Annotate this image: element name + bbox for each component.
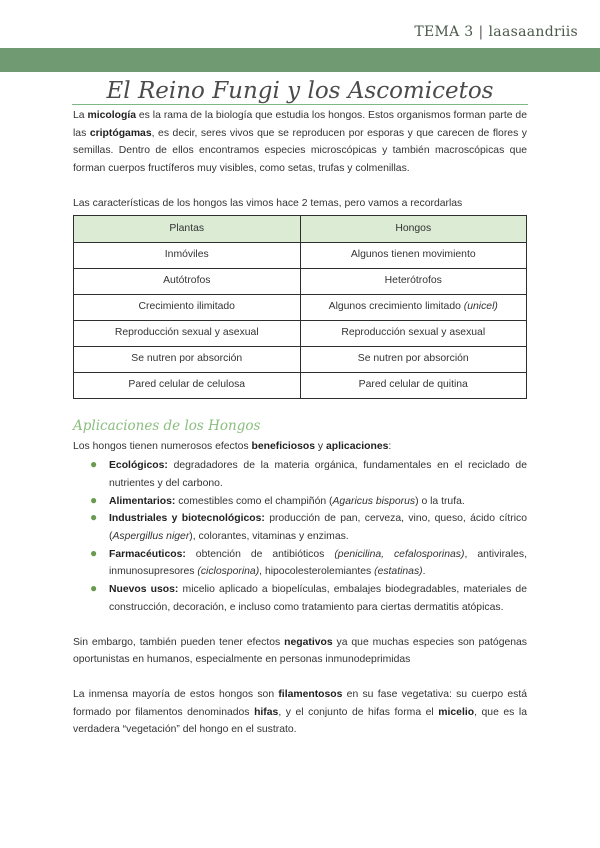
table-cell: Algunos tienen movimiento xyxy=(300,242,527,268)
text: degradadores de la materia orgánica, fundamentales en el reciclado de nutrientes y del carbono. xyxy=(109,460,527,489)
text: : xyxy=(388,440,392,452)
table-row xyxy=(74,320,527,346)
header-text xyxy=(414,24,578,40)
text: La inmensa mayoría de estos hongos son xyxy=(73,688,279,700)
text: Los hongos tienen numerosos efectos xyxy=(73,440,252,452)
italic-text: (penicilina, cefalosporinas) xyxy=(334,548,465,560)
bold-term: beneficiosos xyxy=(251,440,316,452)
title-underline xyxy=(72,104,528,105)
table-header-cell: Plantas xyxy=(74,215,301,242)
text: , hipocolesterolemiantes xyxy=(259,566,375,578)
page-header xyxy=(0,0,600,48)
final-paragraph xyxy=(73,686,527,739)
table-lead: Las características de los hongos las vimos hace 2 temas, pero vamos a recordarlas xyxy=(73,197,463,209)
bold-term: Farmacéuticos: xyxy=(109,548,186,560)
applications-list xyxy=(73,457,527,616)
applications-intro xyxy=(73,438,527,456)
table-cell: Heterótrofos xyxy=(300,268,527,294)
header-tema: TEMA 3 xyxy=(414,24,474,40)
bold-term: Ecológicos: xyxy=(109,460,168,472)
italic-text: (unicel) xyxy=(463,301,498,313)
bullet-icon: ● xyxy=(90,545,98,560)
italic-text: Agaricus bisporus xyxy=(332,495,416,507)
text: en su fase vegetativa: su cuerpo está formado por filamentos denominados xyxy=(73,688,527,718)
table-cell: Autótrofos xyxy=(74,268,301,294)
text: Algunos crecimiento limitado xyxy=(328,301,464,313)
table-cell: Crecimiento ilimitado xyxy=(74,294,301,320)
table-cell: Se nutren por absorción xyxy=(300,346,527,372)
header-separator: | xyxy=(478,24,484,40)
text: obtención de antibióticos xyxy=(185,548,335,560)
header-author: laasaandriis xyxy=(488,24,578,40)
text: , y el conjunto de hifas forma el xyxy=(278,706,439,718)
bold-term: filamentosos xyxy=(278,688,343,700)
italic-text: (estatinas) xyxy=(374,566,423,578)
text: comestibles como el champiñón ( xyxy=(175,495,333,507)
list-item xyxy=(90,492,527,511)
bullet-icon: ● xyxy=(90,457,98,472)
bold-term: Industriales y biotecnológicos: xyxy=(109,513,265,525)
table-row xyxy=(74,346,527,372)
bullet-icon: ● xyxy=(90,492,98,507)
document-body xyxy=(73,107,527,739)
table-row xyxy=(74,242,527,268)
text: es la rama de la biología que estudia los hongos. Estos organismos forman parte de las xyxy=(73,110,527,139)
table-row xyxy=(74,268,527,294)
text: La xyxy=(73,110,88,121)
table-cell: Reproducción sexual y asexual xyxy=(300,320,527,346)
text: ya que muchas especies son patógenas oportunistas en humanos, especialmente en personas inmunodeprimidas xyxy=(73,636,528,666)
section-heading: Aplicaciones de los Hongos xyxy=(73,417,261,434)
text: , antivirales, inmunosupresores xyxy=(109,548,527,578)
text: ), colorantes, vitaminas y enzimas. xyxy=(189,531,349,543)
list-item xyxy=(90,581,527,616)
italic-text: (ciclosporina) xyxy=(197,566,260,578)
bold-term: hifas xyxy=(254,706,279,718)
table-cell: Se nutren por absorción xyxy=(74,346,301,372)
comparison-table xyxy=(73,215,527,399)
text: micelio aplicado a biopelículas, embalajes biodegradables, materiales de construcción, decoración, e incluso como tratamiento para ciertas dermatitis atópicas. xyxy=(109,584,527,613)
text: , que es la verdadera “vegetación” del hongo en el sustrato. xyxy=(73,706,528,736)
bold-term: Alimentarios: xyxy=(109,495,176,507)
bold-term: micelio xyxy=(438,706,475,718)
text: , es decir, seres vivos que se reproducen por esporas y que carecen de flores y semillas. Dentro de ellos encontramos especies microscópicas y también macroscópicas que forman cuerpos fructíferos muy visibles, como setas, trufas y colmenillas. xyxy=(73,127,527,175)
text: y xyxy=(315,440,327,452)
text: producción de pan, cerveza, vino, queso, ácido cítrico ( xyxy=(109,513,527,543)
list-item xyxy=(90,510,527,545)
table-header-cell: Hongos xyxy=(300,215,527,242)
list-item xyxy=(90,457,527,492)
bullet-icon: ● xyxy=(90,581,98,596)
table-cell: Reproducción sexual y asexual xyxy=(74,320,301,346)
table-cell: Pared celular de quitina xyxy=(300,372,527,398)
table-cell: Pared celular de celulosa xyxy=(74,372,301,398)
table-row xyxy=(74,372,527,398)
text: Sin embargo, también pueden tener efectos xyxy=(73,636,285,648)
bold-term: Nuevos usos: xyxy=(109,584,179,596)
bullet-icon: ● xyxy=(90,510,98,525)
page-title: El Reino Fungi y los Ascomicetos xyxy=(106,78,494,104)
list-item xyxy=(90,545,527,581)
italic-text: Aspergillus niger xyxy=(112,531,190,543)
bold-term: criptógamas xyxy=(89,127,152,139)
table-cell: Inmóviles xyxy=(74,242,301,268)
text: ) o la trufa. xyxy=(415,495,465,507)
table-cell xyxy=(300,294,527,320)
bold-term: micología xyxy=(87,110,136,121)
table-row xyxy=(74,294,527,320)
negative-paragraph xyxy=(73,634,527,669)
table-header-row xyxy=(74,215,527,242)
header-band xyxy=(0,48,600,72)
text: . xyxy=(422,566,426,578)
intro-paragraph xyxy=(73,107,527,178)
bold-term: negativos xyxy=(284,636,333,648)
bold-term: aplicaciones xyxy=(326,440,389,452)
